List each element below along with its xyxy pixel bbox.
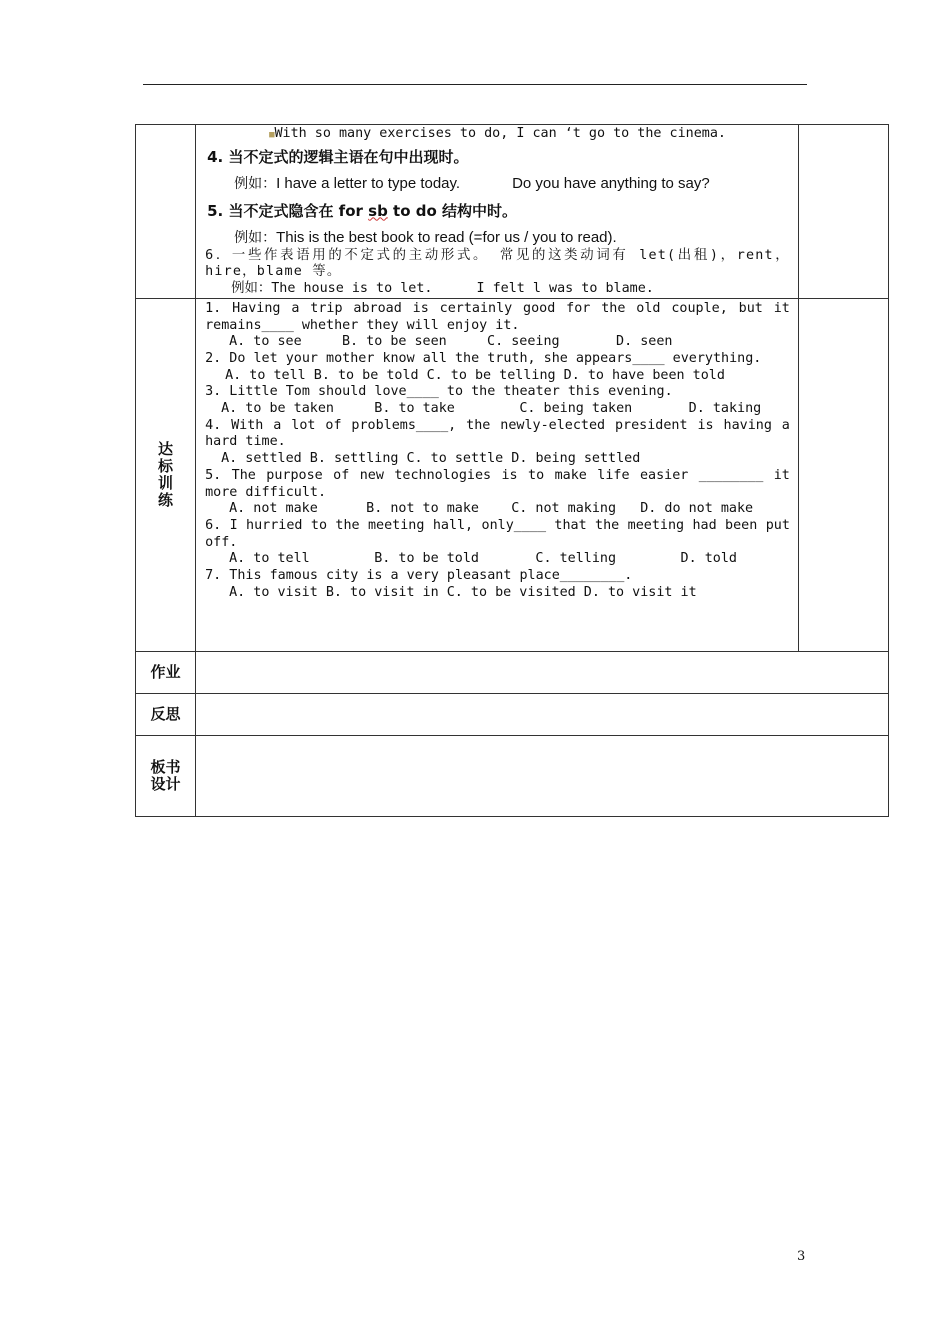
question-7 [205, 568, 790, 601]
grammar-notes-row [136, 125, 889, 299]
homework-row [136, 651, 889, 693]
lesson-plan-table [135, 124, 889, 817]
grammar-notes-cell [196, 125, 799, 299]
header-rule [143, 84, 807, 85]
question-options: A. to tell B. to be told C. to be telling D. to have been told [225, 367, 725, 383]
rule-4: 4. 当不定式的逻辑主语在句中出现时。 [207, 147, 469, 166]
question-stem: 6. I hurried to the meeting hall, only____ that the meeting had been put off. [205, 517, 790, 550]
page-number: 3 [797, 1249, 806, 1264]
reflection-row [136, 693, 889, 735]
rule-6: 6．一些作表语用的不定式的主动形式。 常见的这类动词有 let(出租)，rent，hire，blame 等。 [205, 247, 790, 280]
question-options: A. settled B. settling C. to settle D. being settled [221, 451, 641, 467]
rule-4-example: 例如：I have a letter to type today. Do you have anything to say? [234, 174, 710, 192]
example-continuation: ■With so many exercises to do, I can ‘t go to the cinema. [269, 126, 726, 141]
question-stem: 7. This famous city is a very pleasant place________. [205, 568, 633, 584]
question-3 [205, 384, 790, 417]
question-options: A. to see B. to be seen C. seeing D. seen [229, 334, 673, 350]
question-options: A. to be taken B. to take C. being taken D. taking [221, 401, 762, 417]
question-options: A. to visit B. to visit in C. to be visited D. to visit it [229, 584, 697, 600]
reflection-content-cell [196, 693, 889, 735]
question-2 [205, 351, 790, 384]
board-design-label: 板书设计 [150, 757, 181, 793]
question-1 [205, 301, 790, 351]
question-stem: 1. Having a trip abroad is certainly good for the old couple, but it remains____ whether they will enjoy it. [205, 300, 790, 333]
question-stem: 2. Do let your mother know all the truth, she appears____ everything. [205, 350, 762, 366]
board-design-content-cell [196, 735, 889, 816]
reflection-label-cell [136, 693, 196, 735]
rule-5: 5. 当不定式隐含在 for sb to do 结构中时。 [207, 201, 517, 220]
homework-label: 作业 [150, 662, 181, 681]
question-4 [205, 418, 790, 468]
grammar-notes-label-cell [136, 125, 196, 299]
homework-label-cell [136, 651, 196, 693]
grammar-notes-side-cell [798, 125, 888, 299]
drill-side-cell [798, 298, 888, 651]
board-design-row [136, 735, 889, 816]
drill-questions-cell [196, 298, 799, 651]
question-options: A. to tell B. to be told C. telling D. told [229, 551, 737, 567]
question-stem: 3. Little Tom should love____ to the theater this evening. [205, 384, 673, 400]
drill-label-cell [136, 298, 196, 651]
question-5 [205, 468, 790, 518]
board-design-label-cell [136, 735, 196, 816]
rule-5-example: 例如：This is the best book to read (=for us / you to read). [234, 228, 617, 246]
rule-6-example: 例如：The house is to let. I felt l was to blame. [231, 281, 654, 297]
drill-row [136, 298, 889, 651]
drill-label: 达标训练 [158, 439, 174, 509]
reflection-label: 反思 [150, 704, 181, 723]
question-stem: 5. The purpose of new technologies is to make life easier ________ it more difficult. [205, 467, 790, 500]
question-6 [205, 518, 790, 568]
question-options: A. not make B. not to make C. not making D. do not make [229, 501, 754, 517]
mark-dot: ■ [269, 130, 275, 140]
homework-content-cell [196, 651, 889, 693]
question-stem: 4. With a lot of problems____, the newly-elected president is having a hard time. [205, 417, 790, 450]
